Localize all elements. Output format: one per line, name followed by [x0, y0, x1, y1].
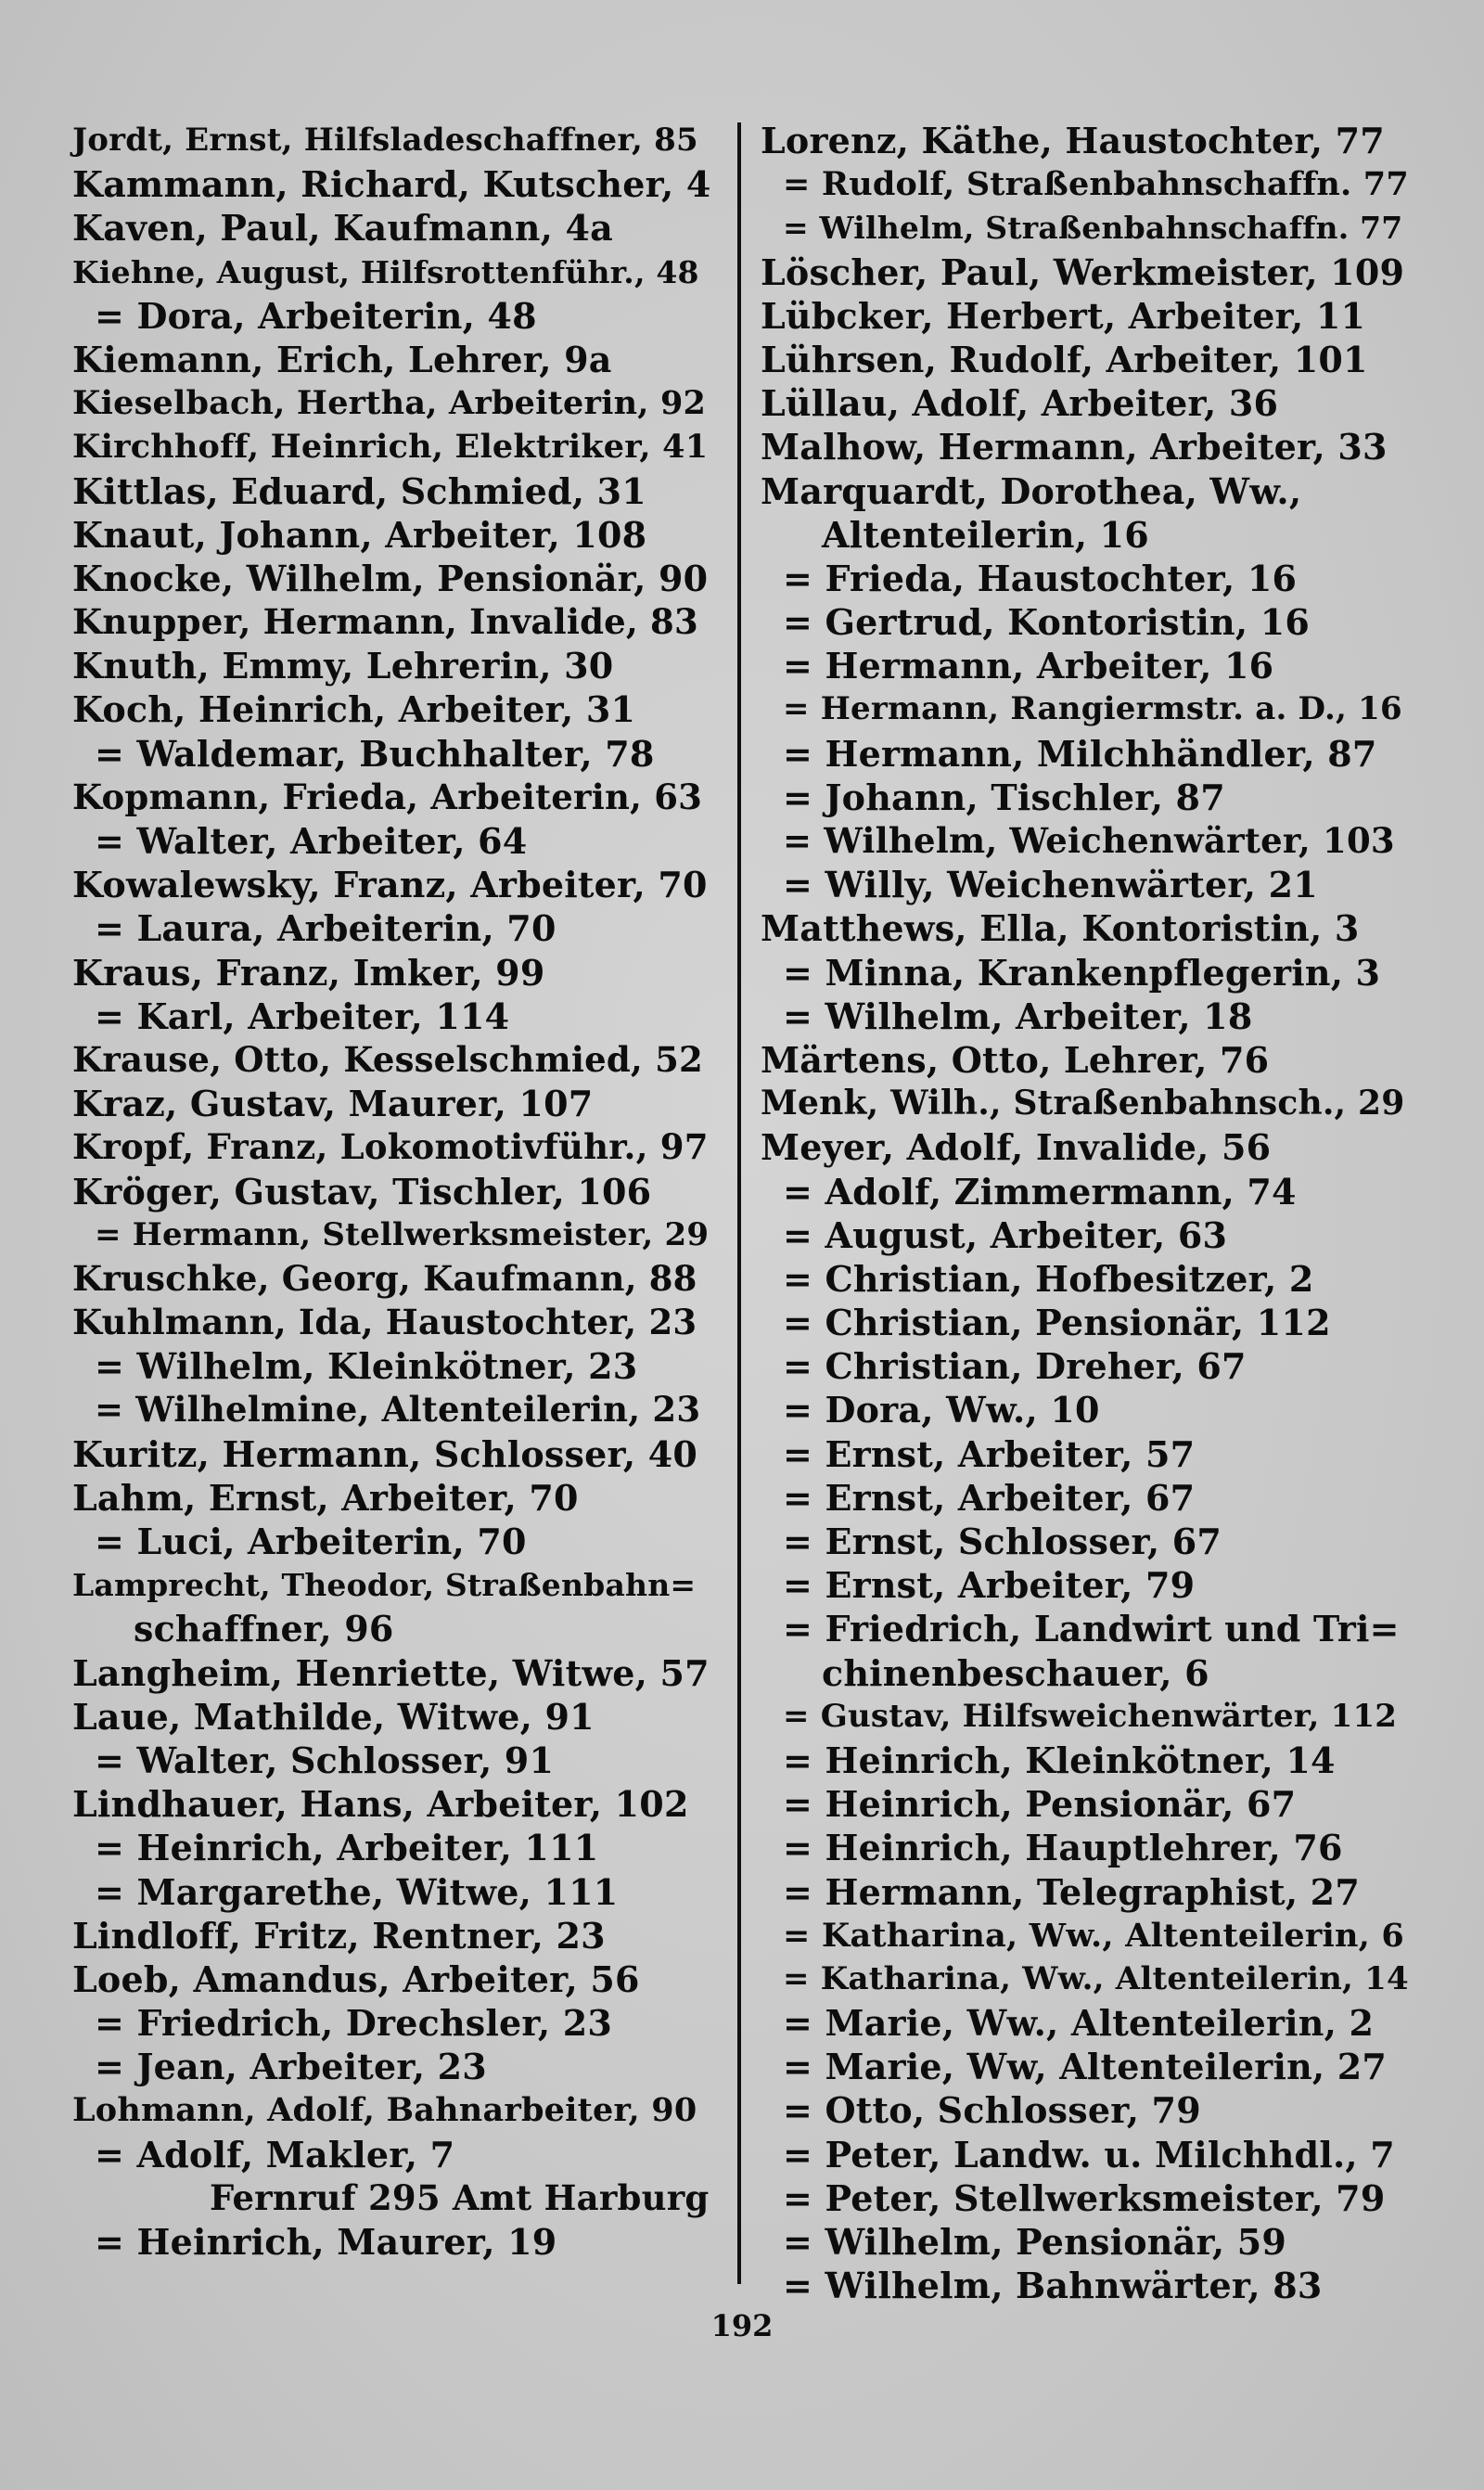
directory-subentry: = Heinrich, Pensionär, 67: [783, 1783, 1297, 1826]
directory-subentry: = Friedrich, Landwirt und Tri=: [783, 1608, 1400, 1650]
directory-subentry: = Wilhelm, Kleinkötner, 23: [95, 1345, 638, 1388]
directory-entry: Matthews, Ella, Kontoristin, 3: [761, 907, 1360, 950]
directory-subentry: = Ernst, Arbeiter, 57: [783, 1432, 1196, 1475]
directory-subentry: = Christian, Hofbesitzer, 2: [783, 1257, 1314, 1300]
directory-subentry: = Otto, Schlosser, 79: [783, 2089, 1201, 2132]
directory-subentry: = Hermann, Milchhändler, 87: [783, 732, 1377, 775]
directory-entry-continuation: schaffner, 96: [134, 1608, 394, 1650]
directory-entry: Kruschke, Georg, Kaufmann, 88: [72, 1257, 697, 1299]
directory-entry: Knuth, Emmy, Lehrerin, 30: [72, 645, 614, 687]
directory-entry: Kuritz, Hermann, Schlosser, 40: [72, 1432, 698, 1475]
directory-entry: Lindloff, Fritz, Rentner, 23: [72, 1914, 606, 1957]
directory-subentry: = Gustav, Hilfsweichenwärter, 112: [783, 1697, 1398, 1735]
directory-subentry: = Ernst, Arbeiter, 79: [783, 1564, 1196, 1607]
directory-subentry: = Waldemar, Buchhalter, 78: [95, 732, 655, 775]
directory-subentry: = Karl, Arbeiter, 114: [95, 995, 510, 1037]
directory-entry: Kittlas, Eduard, Schmied, 31: [72, 469, 646, 512]
directory-subentry: = Johann, Tischler, 87: [783, 776, 1225, 818]
directory-subentry: = Adolf, Makler, 7: [95, 2133, 455, 2176]
directory-subentry: = Hermann, Telegraphist, 27: [783, 1870, 1360, 1913]
directory-subentry: = Gertrud, Kontoristin, 16: [783, 601, 1311, 644]
directory-subentry: = Margarethe, Witwe, 111: [95, 1870, 619, 1913]
page-number: 192: [710, 2308, 774, 2343]
column-divider: [737, 122, 741, 2284]
directory-entry: Knocke, Wilhelm, Pensionär, 90: [72, 557, 709, 599]
directory-subentry: = Katharina, Ww., Altenteilerin, 6: [783, 1916, 1404, 1955]
directory-entry-continuation: Fernruf 295 Amt Harburg: [210, 2176, 710, 2218]
directory-entry: Lahm, Ernst, Arbeiter, 70: [72, 1476, 579, 1519]
directory-entry: Lamprecht, Theodor, Straßenbahn=: [72, 1567, 697, 1604]
directory-entry: Kowalewsky, Franz, Arbeiter, 70: [72, 864, 708, 906]
directory-entry: Knupper, Hermann, Invalide, 83: [72, 601, 698, 643]
directory-subentry: = Hermann, Rangiermstr. a. D., 16: [783, 690, 1402, 728]
directory-subentry: = Wilhelm, Pensionär, 59: [783, 2221, 1287, 2263]
directory-subentry: = Peter, Landw. u. Milchhdl., 7: [783, 2133, 1395, 2176]
directory-subentry: = Laura, Arbeiterin, 70: [95, 907, 556, 950]
directory-subentry: = Walter, Schlosser, 91: [95, 1739, 555, 1781]
directory-entry: Marquardt, Dorothea, Ww.,: [761, 469, 1302, 512]
directory-subentry: = Walter, Arbeiter, 64: [95, 820, 528, 862]
directory-subentry: = Luci, Arbeiterin, 70: [95, 1521, 527, 1562]
directory-entry: Malhow, Hermann, Arbeiter, 33: [761, 426, 1388, 468]
directory-entry: Kropf, Franz, Lokomotivführ., 97: [72, 1126, 709, 1168]
directory-entry: Meyer, Adolf, Invalide, 56: [761, 1126, 1272, 1169]
directory-entry: Kammann, Richard, Kutscher, 4: [72, 163, 711, 206]
directory-subentry: = Wilhelm, Weichenwärter, 103: [783, 820, 1395, 861]
directory-subentry: = Christian, Pensionär, 112: [783, 1302, 1331, 1344]
directory-entry: Lorenz, Käthe, Haustochter, 77: [761, 120, 1385, 161]
directory-entry: Laue, Mathilde, Witwe, 91: [72, 1695, 595, 1738]
directory-subentry: = August, Arbeiter, 63: [783, 1213, 1228, 1256]
directory-entry: Koch, Heinrich, Arbeiter, 31: [72, 688, 636, 731]
directory-subentry: = Marie, Ww, Altenteilerin, 27: [783, 2046, 1388, 2088]
directory-entry: Menk, Wilh., Straßenbahnsch., 29: [761, 1084, 1405, 1123]
directory-subentry: = Ernst, Arbeiter, 67: [783, 1476, 1196, 1519]
directory-subentry: = Adolf, Zimmermann, 74: [783, 1170, 1297, 1213]
directory-entry: Kraz, Gustav, Maurer, 107: [72, 1083, 594, 1125]
directory-subentry: = Friedrich, Drechsler, 23: [95, 2002, 612, 2045]
directory-entry: Kiemann, Erich, Lehrer, 9a: [72, 338, 612, 380]
directory-subentry: = Rudolf, Straßenbahnschaffn. 77: [783, 165, 1409, 204]
directory-subentry: = Dora, Arbeiterin, 48: [95, 294, 537, 337]
directory-entry: Kirchhoff, Heinrich, Elektriker, 41: [72, 428, 709, 467]
directory-subentry: = Frieda, Haustochter, 16: [783, 557, 1298, 599]
directory-entry: Löscher, Paul, Werkmeister, 109: [761, 250, 1405, 293]
directory-entry: Kuhlmann, Ida, Haustochter, 23: [72, 1302, 697, 1343]
directory-subentry: = Dora, Ww., 10: [783, 1389, 1100, 1431]
directory-entry: Langheim, Henriette, Witwe, 57: [72, 1651, 710, 1694]
directory-subentry: = Wilhelm, Straßenbahnschaffn. 77: [783, 210, 1403, 247]
directory-entry: Jordt, Ernst, Hilfsladeschaffner, 85: [72, 122, 698, 159]
directory-subentry: = Christian, Dreher, 67: [783, 1345, 1247, 1388]
directory-subentry: = Marie, Ww., Altenteilerin, 2: [783, 2002, 1375, 2045]
directory-entry: Lohmann, Adolf, Bahnarbeiter, 90: [72, 2091, 697, 2130]
directory-entry: Kiehne, August, Hilfsrottenführ., 48: [72, 253, 699, 290]
directory-subentry: = Minna, Krankenpflegerin, 3: [783, 951, 1381, 994]
directory-subentry: = Jean, Arbeiter, 23: [95, 2046, 487, 2088]
directory-subentry: = Heinrich, Maurer, 19: [95, 2221, 557, 2263]
directory-entry: Knaut, Johann, Arbeiter, 108: [72, 513, 647, 556]
directory-entry: Kröger, Gustav, Tischler, 106: [72, 1170, 652, 1213]
directory-entry: Lüllau, Adolf, Arbeiter, 36: [761, 382, 1279, 425]
directory-entry: Loeb, Amandus, Arbeiter, 56: [72, 1957, 640, 2000]
directory-subentry: = Wilhelm, Arbeiter, 18: [783, 995, 1253, 1037]
directory-entry-continuation: Altenteilerin, 16: [822, 513, 1149, 556]
directory-entry: Kaven, Paul, Kaufmann, 4a: [72, 207, 613, 250]
directory-entry: Lübcker, Herbert, Arbeiter, 11: [761, 294, 1366, 337]
directory-entry: Kieselbach, Hertha, Arbeiterin, 92: [72, 384, 707, 423]
directory-subentry: = Willy, Weichenwärter, 21: [783, 864, 1318, 906]
directory-entry: Krause, Otto, Kesselschmied, 52: [72, 1038, 703, 1080]
directory-subentry: = Peter, Stellwerksmeister, 79: [783, 2176, 1386, 2219]
directory-subentry: = Wilhelmine, Altenteilerin, 23: [95, 1389, 701, 1431]
directory-entry: Lindhauer, Hans, Arbeiter, 102: [72, 1783, 689, 1826]
directory-subentry: = Wilhelm, Bahnwärter, 83: [783, 2265, 1323, 2307]
directory-entry-continuation: chinenbeschauer, 6: [822, 1651, 1209, 1694]
directory-subentry: = Hermann, Arbeiter, 16: [783, 645, 1274, 687]
directory-subentry: = Katharina, Ww., Altenteilerin, 14: [783, 1959, 1409, 1997]
directory-subentry: = Hermann, Stellwerksmeister, 29: [95, 1215, 710, 1253]
directory-subentry: = Ernst, Schlosser, 67: [783, 1521, 1222, 1562]
left-column: [72, 119, 712, 2264]
directory-entry: Kraus, Franz, Imker, 99: [72, 951, 545, 994]
directory-subentry: = Heinrich, Hauptlehrer, 76: [783, 1827, 1343, 1869]
directory-entry: Märtens, Otto, Lehrer, 76: [761, 1038, 1270, 1081]
right-column: [761, 119, 1410, 2307]
directory-subentry: = Heinrich, Arbeiter, 111: [95, 1827, 599, 1869]
directory-entry: Lührsen, Rudolf, Arbeiter, 101: [761, 338, 1368, 380]
directory-subentry: = Heinrich, Kleinkötner, 14: [783, 1739, 1336, 1781]
directory-entry: Kopmann, Frieda, Arbeiterin, 63: [72, 776, 703, 817]
